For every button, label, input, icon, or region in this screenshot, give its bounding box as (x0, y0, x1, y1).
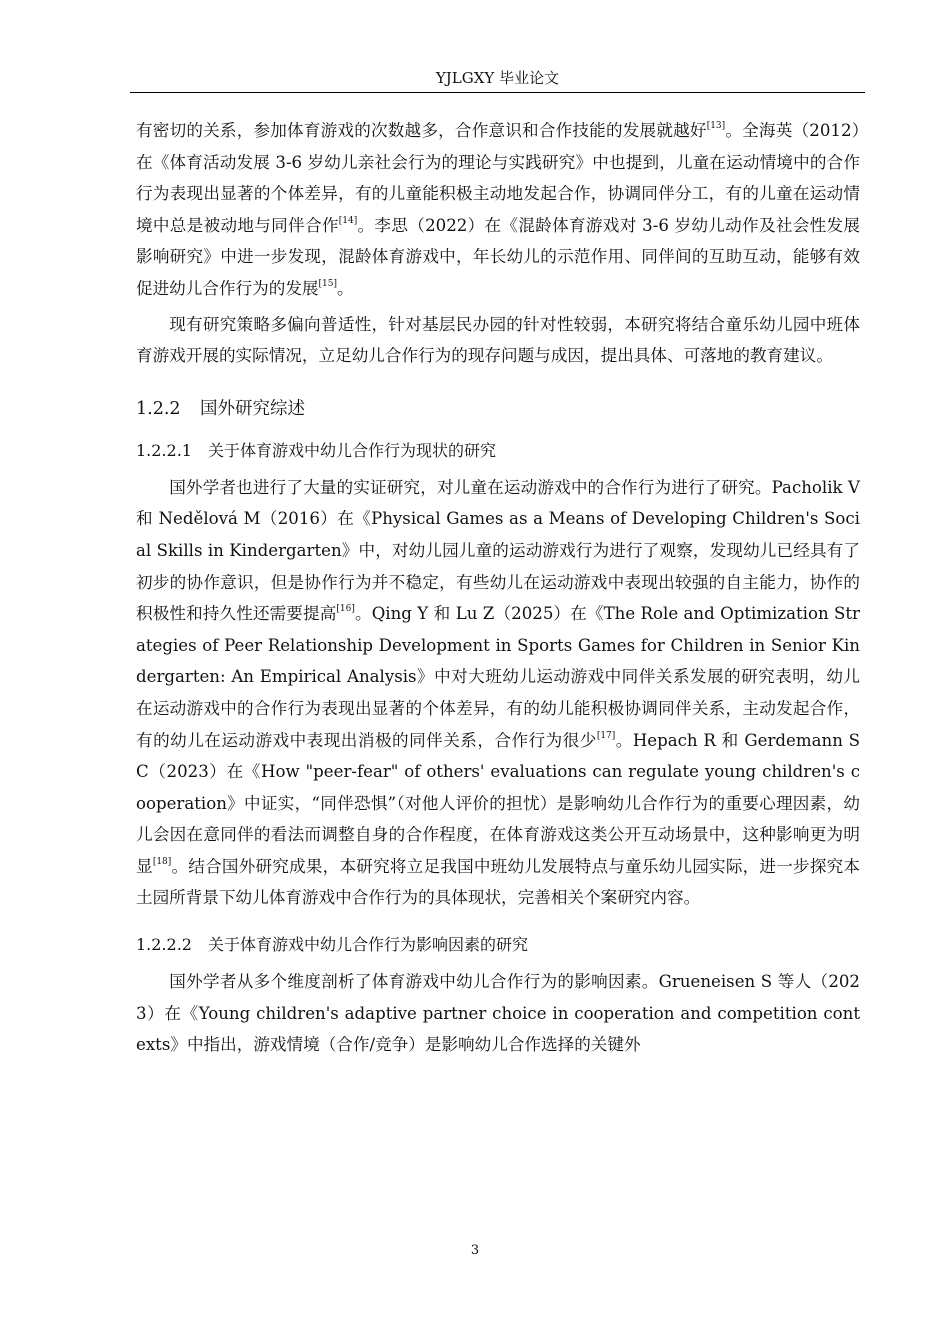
paragraph-domestic-review-continued: 有密切的关系，参加体育游戏的次数越多，合作意识和合作技能的发展就越好[13]。全海英（2012）在《体育活动发展 3-6 岁幼儿亲社会行为的理论与实践研究》中也提到，儿童在运动情境中的合作行为表现出显著的个体差异，有的儿童能积极主动地发起合作，协调同伴分工，有的儿童在运动情境中总是被动地与同伴合作[14]。李思（2022）在《混龄体育游戏对 3-6 岁幼儿动作及社会性发展影响研究》中进一步发现，混龄体育游戏中，年长幼儿的示范作用、同伴间的互助互动，能够有效促进幼儿合作行为的发展[15]。 (136, 121, 861, 298)
citation-14: [14] (338, 215, 358, 226)
page-body (136, 115, 860, 1061)
page-number: 3 (470, 1243, 480, 1258)
section-heading-1-2-2-1: 1.2.2.1 关于体育游戏中幼儿合作行为现状的研究 (136, 440, 497, 460)
section-heading-1-2-2-2: 1.2.2.2 关于体育游戏中幼儿合作行为影响因素的研究 (136, 935, 529, 955)
citation-16: [16] (336, 604, 355, 615)
section-heading-1-2-2: 1.2.2 国外研究综述 (136, 398, 305, 419)
paragraph-research-gap: 现有研究策略多偏向普适性，针对基层民办园的针对性较弱，本研究将结合童乐幼儿园中班体育游戏开展的实际情况，立足幼儿合作行为的现存问题与成因，提出具体、可落地的教育建议。 (136, 314, 860, 366)
citation-18: [18] (152, 856, 172, 867)
citation-17: [17] (596, 730, 616, 741)
paragraph-foreign-status: 国外学者也进行了大量的实证研究，对儿童在运动游戏中的合作行为进行了研究。Pacholik V 和 Nedělová M（2016）在《Physical Games as a Means of Developing Children's Social Skills in Kindergarten》中，对幼儿园儿童的运动游戏行为进行了观察，发现幼儿已经具有了初步的协作意识，但是协作行为并不稳定，有些幼儿在运动游戏中表现出较强的自主能力，协作的积极性和持久性还需要提高[16]。Qing Y 和 Lu Z（2025）在《The Role and Optimization Strategies of Peer Relationship Development in Sports Games for Children in Senior Kindergarten: An Empirical Analysis》中对大班幼儿运动游戏中同伴关系发展的研究表明，幼儿在运动游戏中的合作行为表现出显著的个体差异，有的幼儿能积极协调同伴关系，主动发起合作，有的幼儿在运动游戏中表现出消极的同伴关系，合作行为很少[17]。Hepach R 和 Gerdemann S C（2023）在《How "peer-fear" of others' evaluations can regulate young children's cooperation》中证实，“同伴恐惧”（对他人评价的担忧）是影响幼儿合作行为的重要心理因素，幼儿会因在意同伴的看法而调整自身的合作程度，在体育游戏这类公开互动场景中，这种影响更为明显[18]。结合国外研究成果，本研究将立足我国中班幼儿发展特点与童乐幼儿园实际，进一步探究本土园所背景下幼儿体育游戏中合作行为的具体现状，完善相关个案研究内容。 (136, 477, 861, 908)
header-rule (130, 92, 865, 93)
paragraph-foreign-factors: 国外学者从多个维度剖析了体育游戏中幼儿合作行为的影响因素。Grueneisen S 等人（2023）在《Young children's adaptive partner choice in cooperation and competition contexts》中指出，游戏情境（合作/竞争）是影响幼儿合作选择的关键外 (136, 972, 860, 1055)
running-header: YJLGXY 毕业论文 (435, 69, 560, 87)
citation-15: [15] (318, 278, 338, 289)
citation-13: [13] (706, 121, 726, 131)
